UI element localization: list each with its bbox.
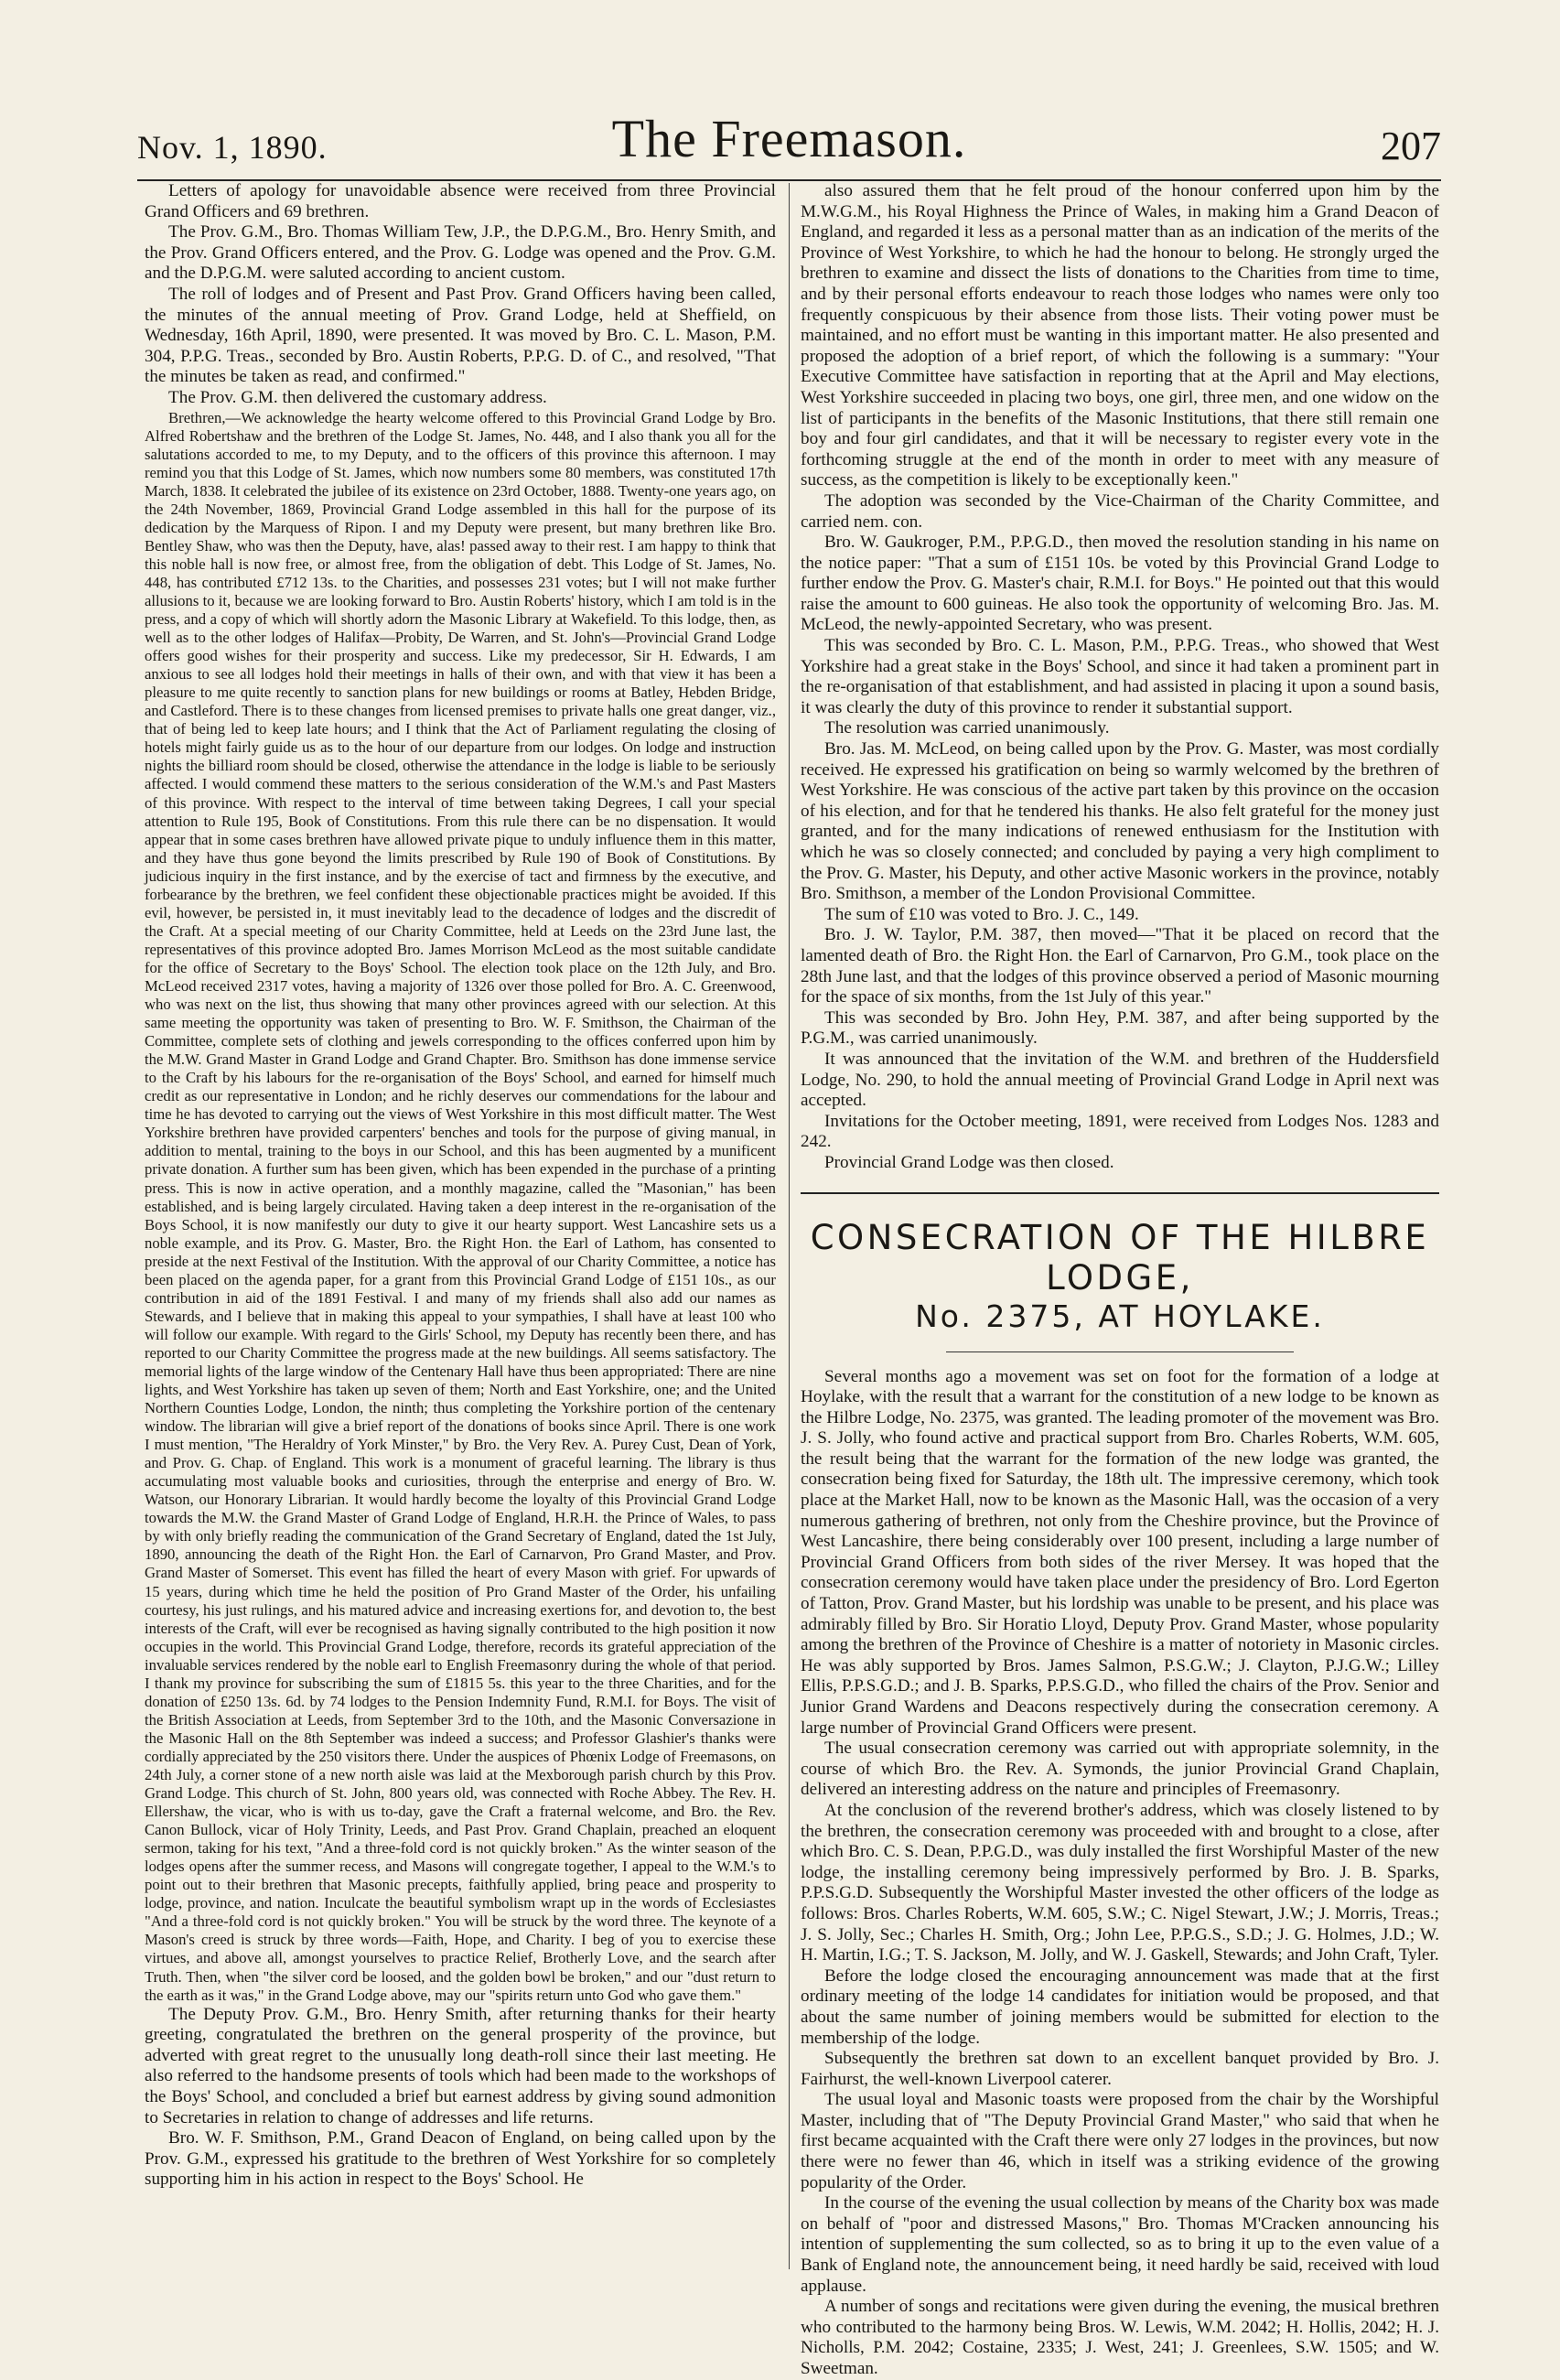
- paragraph: The sum of £10 was voted to Bro. J. C., 149.: [824, 904, 1139, 924]
- paragraph: Bro. Jas. M. McLeod, on being called upon by the Prov. G. Master, was most cordially received. He expressed his gratification on being so warmly welcomed by the brethren of West Yorkshire. He was conscious of the active part taken by this province on the occasion of his election, and for that he tendered his thanks. He also felt grateful for the money just granted, and for the many indications of renewed enthusiasm for the Institution with which he was so closely connected; and concluded by paying a very high compliment to the Prov. G. Master, his Deputy, and other active Masonic workers in the province, notably Bro. Smithson, a member of the London Provisional Committee.: [801, 739, 1439, 904]
- section-rule: [801, 1192, 1439, 1194]
- paragraph: A number of songs and recitations were given during the evening, the musical brethren who contributed to the harmony being Bros. W. Lewis, W.M. 2042; H. Hollis, 2042; H. J. Nicholls, P.M. 2042; Costaine, 2335; J. West, 241; J. Greenlees, S.W. 1505; and W. Sweetman.: [801, 2297, 1439, 2378]
- paragraph: Bro. J. W. Taylor, P.M. 387, then moved—"That it be placed on record that the lamented death of Bro. the Right Hon. the Earl of Carnarvon, Pro G.M., took place on the 28th June last, and that the lodges of this province observed a period of Masonic mourning for the space of six months, from the 1st July of this year.": [801, 925, 1439, 1007]
- issue-date: Nov. 1, 1890.: [137, 129, 328, 166]
- paragraph: Letters of apology for unavoidable absence were received from three Provincial Grand Officers and 69 brethren.: [145, 181, 776, 221]
- paragraph: The usual consecration ceremony was carried out with appropriate solemnity, in the course of which Bro. the Rev. A. Symonds, the junior Provincial Grand Chaplain, delivered an interesting address on the nature and principles of Freemasonry.: [801, 1739, 1439, 1800]
- paragraph: The Prov. G.M., Bro. Thomas William Tew, J.P., the D.P.G.M., Bro. Henry Smith, and the Prov. Grand Officers entered, and the Prov. G. Lodge was opened and the Prov. G.M. and the D.P.G.M. were saluted according to ancient custom.: [145, 222, 776, 284]
- paragraph: Several months ago a movement was set on foot for the formation of a lodge at Hoylake, with the result that a warrant for the constitution of a new lodge to be known as the Hilbre Lodge, No. 2375, was granted. The leading promoter of the movement was Bro. J. S. Jolly, who found active and practical support from Bro. Charles Roberts, W.M. 605, the result being that the warrant for the formation of the new lodge was granted, the consecration being fixed for Saturday, the 18th ult. The impressive ceremony, which took place at the Market Hall, now to be known as the Masonic Hall, was the occasion of a very numerous gathering of brethren, not only from the Cheshire province, but the Province of West Lancashire, there being considerably over 100 present, including a large number of Provincial Grand Officers from both sides of the river Mersey. It was hoped that the consecration ceremony would have taken place under the presidency of Bro. Lord Egerton of Tatton, Prov. Grand Master, but his lordship was unable to be present, and his place was admirably filled by Bro. Sir Horatio Lloyd, Deputy Prov. Grand Master, whose popularity among the brethren of the Province of Cheshire is a matter of notoriety in Masonic circles. He was ably supported by Bros. James Salmon, P.S.G.W.; J. Clayton, P.J.G.W.; Lilley Ellis, P.P.S.G.D.; and J. B. Sparks, P.P.S.G.D., who filled the chairs of the Prov. Senior and Junior Grand Wardens and Deacons respectively during the consecration ceremony. A large number of Provincial Grand Officers were present.: [801, 1366, 1439, 1738]
- article-subheadline: No. 2375, AT HOYLAKE.: [915, 1298, 1325, 1334]
- paragraph: In the course of the evening the usual collection by means of the Charity box was made on behalf of "poor and distressed Masons," Bro. Thomas M'Cracken announcing his intention of supplementing the sum collected, so as to bring it up to the even value of a Bank of England note, the announcement being, it need hardly be said, received with loud applause.: [801, 2193, 1439, 2296]
- paragraph: The adoption was seconded by the Vice-Chairman of the Charity Committee, and carried nem. con.: [801, 490, 1439, 532]
- paragraph: also assured them that he felt proud of the honour conferred upon him by the M.W.G.M., his Royal Highness the Prince of Wales, in making him a Grand Deacon of England, and regarded it less as a personal matter than as an indication of the merits of the Province of West Yorkshire, to which he had the honour to belong. He strongly urged the brethren to examine and dissect the lists of donations to the Charities from time to time, and by their personal efforts endeavour to reach those lodges who names were only too frequently conspicuous by their absence from those lists. Their voting power must be maintained, and no effort must be wanting in this important matter. He also presented and proposed the adoption of a brief report, of which the following is a summary: "Your Executive Committee have satisfaction in reporting that at the April and May elections, West Yorkshire succeeded in placing two boys, one girl, three men, and one widow on the list of participants in the benefits of the Masonic Institutions, that there still remain one boy and four girl candidates, and that it will be necessary to register every vote in the forthcoming struggle at the end of the month in order to meet with any measure of success, as the competition is likely to be exceptionally keen.": [801, 181, 1439, 490]
- article-headline: CONSECRATION OF THE HILBRE LODGE,: [810, 1217, 1430, 1298]
- paragraph: It was announced that the invitation of the W.M. and brethren of the Huddersfield Lodge, No. 290, to hold the annual meeting of Provincial Grand Lodge in April next was accepted.: [801, 1049, 1439, 1111]
- paragraph: Subsequently the brethren sat down to an excellent banquet provided by Bro. J. Fairhurst, the well-known Liverpool caterer.: [801, 2049, 1439, 2089]
- left-column: [145, 181, 776, 2191]
- paragraph: The roll of lodges and of Present and Past Prov. Grand Officers having been called, the minutes of the annual meeting of Prov. Grand Lodge, held at Sheffield, on Wednesday, 16th April, 1890, were presented. It was moved by Bro. C. L. Mason, P.M. 304, P.P.G. Treas., seconded by Bro. Austin Roberts, P.P.G. D. of C., and resolved, "That the minutes be taken as read, and confirmed.": [145, 284, 776, 387]
- column-divider: [789, 183, 790, 2269]
- masthead: [137, 108, 1441, 181]
- paragraph: The usual loyal and Masonic toasts were proposed from the chair by the Worshipful Master, including that of "The Deputy Provincial Grand Master," who said that when he first became acquainted with the Craft there were only 27 lodges in the provinces, but now there were no fewer than 46, which in itself was a striking evidence of the growing popularity of the Order.: [801, 2090, 1439, 2192]
- address-text: Brethren,—We acknowledge the hearty welcome offered to this Provincial Grand Lodge by Bro. Alfred Robertshaw and the brethren of the Lodge St. James, No. 448, and I also thank you all for the salutations accorded to me, to my Deputy, and to the officers of this province this afternoon. I may remind you that this Lodge of St. James, which now numbers some 80 members, was constituted 17th March, 1838. It celebrated the jubilee of its existence on 23rd October, 1888. Twenty-one years ago, on the 24th November, 1869, Provincial Grand Lodge assembled in this hall for the purpose of its dedication by the Marquess of Ripon. I and my Deputy were present, but many brethren like Bro. Bentley Shaw, who was then the Deputy, have, alas! passed away to their rest. I am happy to think that this noble hall is now free, or almost free, from the obligation of debt. This Lodge of St. James, No. 448, has contributed £712 13s. to the Charities, and possesses 231 votes; but I will not make further allusions to it, because we are looking forward to Bro. Austin Roberts' history, which I am told is in the press, and a copy of which will shortly adorn the Masonic Library at Wakefield. To this lodge, then, as well as to the other lodges of Halifax—Probity, De Warren, and St. John's—Provincial Grand Lodge offers good wishes for their prosperity and success. Like my predecessor, Sir H. Edwards, I am anxious to see all lodges hold their meetings in halls of their own, and with that view it has been a pleasure to me quite recently to sanction plans for new buildings or rooms at Batley, Hebden Bridge, and Castleford. There is to these changes from licensed premises to private halls one great danger, viz., that of being led to keep late hours; and I think that the Act of Parliament regulating the closing of hotels might fairly guide us as to the hour of our departure from our lodges. On lodge and instruction nights the billiard room should be closed, otherwise the attendance in the lodge is liable to be seriously affected. I would commend these matters to the serious consideration of the W.M.'s and Past Masters of this province. With respect to the interval of time between taking Degrees, I call your special attention to Rule 195, Book of Constitutions. From this rule there can be no dispensation. It would appear that in some cases brethren have allowed private pique to unduly influence them in this matter, and they have thus gone beyond the limits prescribed by Rule 190 of Book of Constitutions. By judicious inquiry in the first instance, and by the exercise of tact and firmness by the executive, and forbearance by the brethren, we feel confident these objectionable practices might be avoided. If this evil, however, be persisted in, it must inevitably lead to the decadence of lodges and the discredit of the Craft. At a special meeting of our Charity Committee, held at Leeds on the 23rd June last, the representatives of this province adopted Bro. James Morrison McLeod as the most suitable candidate for the office of Secretary to the Boys' School. The election took place on the 12th July, and Bro. McLeod received 2317 votes, having a majority of 1326 over those polled for Bro. A. C. Greenwood, who was next on the list, thus showing that many other provinces agreed with our selection. At this same meeting the opportunity was taken of presenting to Bro. W. F. Smithson, the Chairman of the Committee, complete sets of clothing and jewels corresponding to the offices conferred upon him by the M.W. Grand Master in Grand Lodge and Grand Chapter. Bro. Smithson has done immense service to the Craft by his labours for the re-organisation of the Boys' School, and earned for himself much credit as our representative in London; and he richly deserves our commendations for the labour and time he has devoted to carrying out the views of West Yorkshire in this most difficult matter. The West Yorkshire brethren have provided carpenters' benches and tools for the purpose of giving manual, in addition to mental, training to the boys in our School, and this has been augmented by a munificent private donation. A further sum has been given, which has been expended in the purchase of a printing press. This is now in active operation, and a monthly magazine, called the "Masonian," has been established, and is being largely circulated. Having taken a deep interest in the re-organisation of the Boys School, it is now manifestly our duty to give it our hearty support. West Lancashire sets us a noble example, and its Prov. G. Master, Bro. the Right Hon. the Earl of Lathom, has consented to preside at the next Festival of the Institution. With the approval of our Charity Committee, a notice has been placed on the agenda paper, for a grant from this Provincial Grand Lodge of £151 10s., as our contribution in aid of the 1891 Festival. I and many of my friends shall also add our names as Stewards, and I believe that in making this appeal to your sympathies, I shall have at least 100 who will follow our example. With regard to the Girls' School, my Deputy has recently been there, and has reported to our Charity Committee the progress made at the new buildings. All seems satisfactory. The memorial lights of the large window of the Centenary Hall have thus been appropriated: There are nine lights, and West Yorkshire has taken up seven of them; North and East Yorkshire, one; and the United Northern Counties Lodge, London, the ninth; thus completing the Yorkshire portion of the centenary window. The librarian will give a brief report of the donations of books since April. There is one work I must mention, "The Heraldry of York Minster," by Bro. the Very Rev. A. Purey Cust, Dean of York, and Prov. G. Chap. of England. This work is a monument of graceful learning. The library is thus accumulating most valuable books and curiosities, through the enterprise and energy of Bro. W. Watson, our Honorary Librarian. It would hardly become the loyalty of this Provincial Grand Lodge towards the M.W. the Grand Master of Grand Lodge of England, H.R.H. the Prince of Wales, to pass by with only briefly reading the communication of the Grand Secretary of England, dated the 1st July, 1890, announcing the death of the Right Hon. the Earl of Carnarvon, Pro Grand Master, and Prov. Grand Master of Somerset. This event has filled the heart of every Mason with grief. For upwards of 15 years, during which time he held the position of Pro Grand Master of the Order, his unfailing courtesy, his just rulings, and his matured advice and increasing exertions for, and devotion to, the best interests of the Craft, will ever be recognised as having signally contributed to the high position it now occupies in the world. This Provincial Grand Lodge, therefore, records its grateful appreciation of the invaluable services rendered by the noble earl to English Freemasonry during the whole of that period. I thank my province for subscribing the sum of £1815 5s. this year to the three Charities, and for the donation of £250 13s. 6d. by 74 lodges to the Pension Indemnity Fund, R.M.I. for Boys. The visit of the British Association at Leeds, from September 3rd to the 10th, and the Masonic Conversazione in the Masonic Hall on the 8th September was indeed a success; and Professor Glashier's thanks were cordially appreciated by the 250 visitors there. Under the auspices of Phœnix Lodge of Freemasons, on 24th July, a corner stone of a new north aisle was laid at the Mexborough parish church by this Prov. Grand Lodge. This church of St. John, 800 years old, was connected with Roche Abbey. The Rev. H. Ellershaw, the vicar, who is with us to-day, gave the Craft a fraternal welcome, and Bro. the Rev. Canon Bullock, vicar of Holy Trinity, Leeds, and Past Prov. Grand Chaplain, preached an eloquent sermon, taking for his text, "And a three-fold cord is not quickly broken." As the winter season of the lodges opens after the summer recess, and Masons will congregate together, I appeal to the W.M.'s to point out to their brethren that Masonic precepts, faithfully applied, bring peace and prosperity to lodge, province, and nation. Inculcate the beautiful symbolism wrapt up in the words of Ecclesiastes "And a three-fold cord is not quickly broken." You will be struck by the word three. The keynote of a Mason's creed is struck by three words—Faith, Hope, and Charity. I beg of you to exercise these virtues, and above all, amongst yourselves to practice Relief, Brotherly Love, and the search after Truth. Then, when "the silver cord be loosed, and the golden bowl be broken," and our "dust return to the earth as it was," in the Grand Lodge above, may our "spirits return unto God who gave them.": [145, 408, 776, 2004]
- paragraph: Bro. W. Gaukroger, P.M., P.P.G.D., then moved the resolution standing in his name on the notice paper: "That a sum of £151 10s. be voted by this Provincial Grand Lodge to further endow the Prov. G. Master's chair, R.M.I. for Boys." He pointed out that this would raise the amount to 600 guineas. He also took the opportunity of welcoming Bro. Jas. M. McLeod, the newly-appointed Secretary, who was present.: [801, 533, 1439, 635]
- paragraph: At the conclusion of the reverend brother's address, which was closely listened to by the brethren, the consecration ceremony was proceeded with and brought to a close, after which Bro. C. S. Dean, P.P.G.D., was duly installed the first Worshipful Master of the new lodge, the installing ceremony being impressively performed by Bro. J. B. Sparks, P.P.S.G.D. Subsequently the Worshipful Master invested the other officers of the lodge as follows: Bros. Charles Roberts, W.M. 605, S.W.; C. Nigel Stewart, J.W.; J. Morris, Treas.; J. S. Jolly, Sec.; Charles H. Smith, Org.; John Lee, P.P.G.S., S.D.; J. G. Holmes, J.D.; W. H. Martin, I.G.; T. S. Jackson, M. Jolly, and W. J. Gaskell, Stewards; and John Craft, Tyler.: [801, 1800, 1439, 1965]
- paragraph: Provincial Grand Lodge was then closed.: [824, 1152, 1114, 1172]
- newspaper-title: The Freemason.: [611, 109, 967, 168]
- right-column: [801, 181, 1439, 2380]
- paragraph: Before the lodge closed the encouraging announcement was made that at the first ordinary meeting of the lodge 14 candidates for initiation would be proposed, and that about the same number of joining members would be submitted for election to the membership of the lodge.: [801, 1965, 1439, 2048]
- paragraph: This was seconded by Bro. C. L. Mason, P.M., P.P.G. Treas., who showed that West Yorkshire had a great stake in the Boys' School, and since it had taken a prominent part in the re-organisation of that establishment, and had assisted in placing it upon a sound basis, it was clearly the duty of this province to render it substantial support.: [801, 636, 1439, 717]
- paragraph: The Prov. G.M. then delivered the customary address.: [168, 387, 547, 407]
- paragraph: Invitations for the October meeting, 1891, were received from Lodges Nos. 1283 and 242.: [801, 1111, 1439, 1152]
- paragraph: This was seconded by Bro. John Hey, P.M. 387, and after being supported by the P.G.M., was carried unanimously.: [801, 1007, 1439, 1049]
- paragraph: Bro. W. F. Smithson, P.M., Grand Deacon of England, on being called upon by the Prov. G.M., expressed his gratitude to the brethren of West Yorkshire for so completely supporting him in his action in respect to the Boys' School. He: [145, 2128, 776, 2190]
- paragraph: The Deputy Prov. G.M., Bro. Henry Smith, after returning thanks for their hearty greeting, congratulated the brethren on the general prosperity of the province, but adverted with great regret to the unusually long death-roll since their last meeting. He also referred to the handsome presents of tools which had been made to the workshops of the Boys' School, and concluded a brief but earnest address by giving sound admonition to Secretaries in relation to change of addresses and life returns.: [145, 2004, 776, 2127]
- paragraph: The resolution was carried unanimously.: [824, 718, 1110, 738]
- page-number: 207: [1381, 124, 1441, 168]
